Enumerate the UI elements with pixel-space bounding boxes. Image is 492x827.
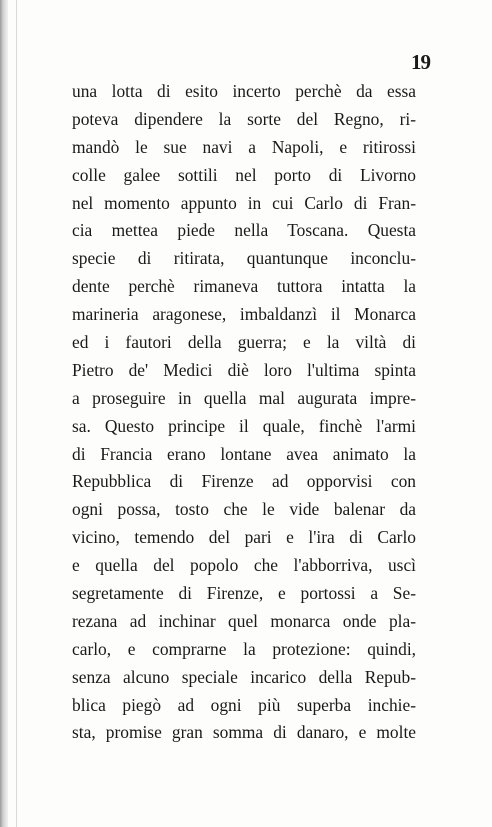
text-line: di Francia erano lontane avea animato la xyxy=(72,443,416,464)
text-line: senza alcuno speciale incarico della Repub- xyxy=(72,666,416,687)
text-line: sta, promise gran somma di danaro, e molte xyxy=(72,722,416,743)
page-number: 19 xyxy=(411,50,430,74)
text-line: mandò le sue navi a Napoli, e ritirossi xyxy=(72,136,416,157)
text-line: blica piegò ad ogni più superba inchie- xyxy=(72,694,416,715)
body-text xyxy=(72,78,416,747)
text-line: Pietro de' Medici diè loro l'ultima spinta xyxy=(72,359,416,380)
text-line: Repubblica di Firenze ad opporvisi con xyxy=(72,471,416,492)
text-line: segretamente di Firenze, e portossi a Se- xyxy=(72,583,416,604)
text-line: e quella del popolo che l'abborriva, uscì xyxy=(72,555,416,576)
text-line: colle galee sottili nel porto di Livorno xyxy=(72,164,416,185)
text-line: rezana ad inchinar quel monarca onde pla- xyxy=(72,610,416,631)
text-line: marineria aragonese, imbaldanzì il Monarca xyxy=(72,304,416,325)
text-line: poteva dipendere la sorte del Regno, ri- xyxy=(72,108,416,129)
text-line: una lotta di esito incerto perchè da essa xyxy=(72,81,416,101)
binding-edge xyxy=(16,0,17,827)
text-line: carlo, e comprarne la protezione: quindi, xyxy=(72,638,416,659)
text-line: cia mettea piede nella Toscana. Questa xyxy=(72,220,416,241)
text-line: vicino, temendo del pari e l'ira di Carlo xyxy=(72,527,416,548)
text-line: specie di ritirata, quantunque inconclu- xyxy=(72,248,416,269)
text-line: nel momento appunto in cui Carlo di Fran- xyxy=(72,192,416,213)
text-line: ogni possa, tosto che le vide balenar da xyxy=(72,499,416,520)
binding-shadow xyxy=(0,0,8,827)
text-line: sa. Questo principe il quale, finchè l'armi xyxy=(72,415,416,436)
text-line: a proseguire in quella mal augurata impre- xyxy=(72,387,416,408)
text-line: ed i fautori della guerra; e la viltà di xyxy=(72,332,416,353)
text-line: dente perchè rimaneva tuttora intatta la xyxy=(72,276,416,297)
